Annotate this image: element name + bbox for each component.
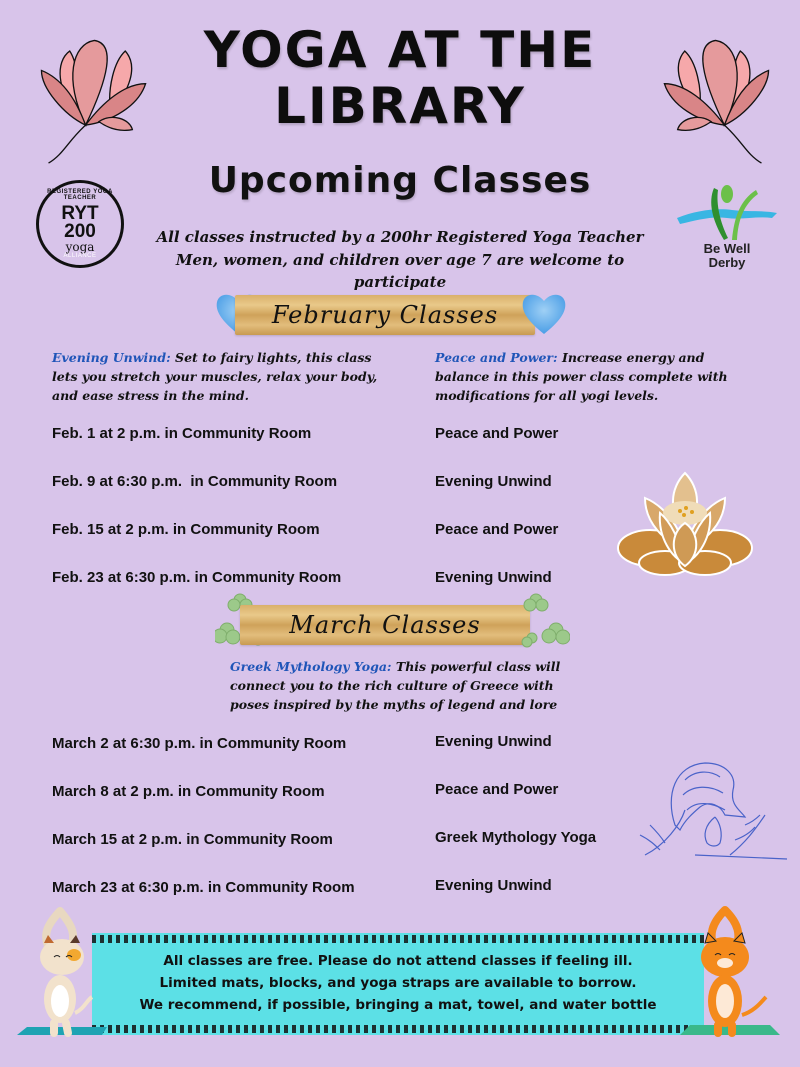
banner-pattern-top: [92, 935, 704, 943]
be-well-figure-icon: [672, 180, 782, 242]
february-heading: February Classes: [235, 295, 535, 335]
badge-ring-text: REGISTERED YOGA TEACHER: [47, 189, 113, 201]
schedule-class: Evening Unwind: [435, 877, 552, 894]
athena-helmet-illustration-icon: [625, 755, 790, 870]
info-banner: [92, 933, 704, 1035]
ryt-200-badge: [36, 180, 124, 268]
greek-mythology-description: [230, 657, 570, 714]
schedule-class: Peace and Power: [435, 521, 559, 538]
page-title-line2: LIBRARY: [274, 77, 526, 135]
schedule-date: March 23 at 6:30 p.m. in Community Room: [52, 879, 355, 896]
banner-pattern-bottom: [92, 1025, 704, 1033]
schedule-date: Feb. 9 at 6:30 p.m. in Community Room: [52, 473, 338, 490]
badge-number: 200: [64, 221, 96, 242]
schedule-class: Evening Unwind: [435, 569, 552, 586]
schedule-class: Peace and Power: [435, 781, 559, 798]
banner-line-1: All classes are free. Please do not attend classes if feeling ill.: [163, 953, 633, 969]
badge-yoga-text: yoga: [65, 240, 95, 254]
derby-text: Derby: [708, 255, 746, 270]
class-name: Peace and Power:: [435, 350, 558, 365]
yoga-cat-calico-icon: [12, 905, 112, 1040]
intro-line-1: All classes instructed by a 200hr Registered Yoga Teacher: [156, 228, 644, 246]
page-title-line1: YOGA AT THE: [203, 21, 597, 79]
class-name: Greek Mythology Yoga:: [230, 659, 392, 674]
schedule-class: Evening Unwind: [435, 473, 552, 490]
lotus-flower-icon: [610, 468, 760, 580]
schedule-date: March 2 at 6:30 p.m. in Community Room: [52, 735, 347, 752]
schedule-date: Feb. 15 at 2 p.m. in Community Room: [52, 521, 320, 538]
class-description: Set to fairy lights, this class lets you stretch your muscles, relax your body, and ease stress in the mind.: [52, 350, 378, 403]
banner-line-2: Limited mats, blocks, and yoga straps are available to borrow.: [159, 975, 637, 991]
be-well-derby-logo: [672, 180, 782, 280]
class-name: Evening Unwind:: [52, 350, 171, 365]
march-heading: March Classes: [240, 605, 530, 645]
class-description: This powerful class will connect you to the rich culture of Greece with poses inspired by the myths of legend and lore: [230, 659, 561, 712]
be-well-text: Be Well: [703, 241, 751, 256]
blue-heart-icon: [519, 290, 569, 336]
schedule-date: March 15 at 2 p.m. in Community Room: [52, 831, 333, 848]
schedule-date: March 8 at 2 p.m. in Community Room: [52, 783, 325, 800]
badge-alliance-text: ALLIANCE: [63, 253, 97, 259]
schedule-date: Feb. 1 at 2 p.m. in Community Room: [52, 425, 312, 442]
schedule-class: Greek Mythology Yoga: [435, 829, 597, 846]
clover-icon: [518, 590, 570, 650]
intro-line-2: Men, women, and children over age 7 are welcome to participate: [175, 251, 625, 291]
page-subtitle: Upcoming Classes: [208, 160, 592, 201]
yoga-cat-orange-icon: [670, 905, 790, 1040]
schedule-class: Peace and Power: [435, 425, 559, 442]
evening-unwind-description: [52, 348, 382, 405]
banner-line-3: We recommend, if possible, bringing a mat, towel, and water bottle: [139, 997, 657, 1013]
schedule-class: Evening Unwind: [435, 733, 552, 750]
badge-ryt-text: RYT: [61, 203, 99, 224]
class-description: Increase energy and balance in this power class complete with modifications for all yogi levels.: [435, 350, 728, 403]
schedule-date: Feb. 23 at 6:30 p.m. in Community Room: [52, 569, 342, 586]
peace-and-power-description: [435, 348, 735, 405]
